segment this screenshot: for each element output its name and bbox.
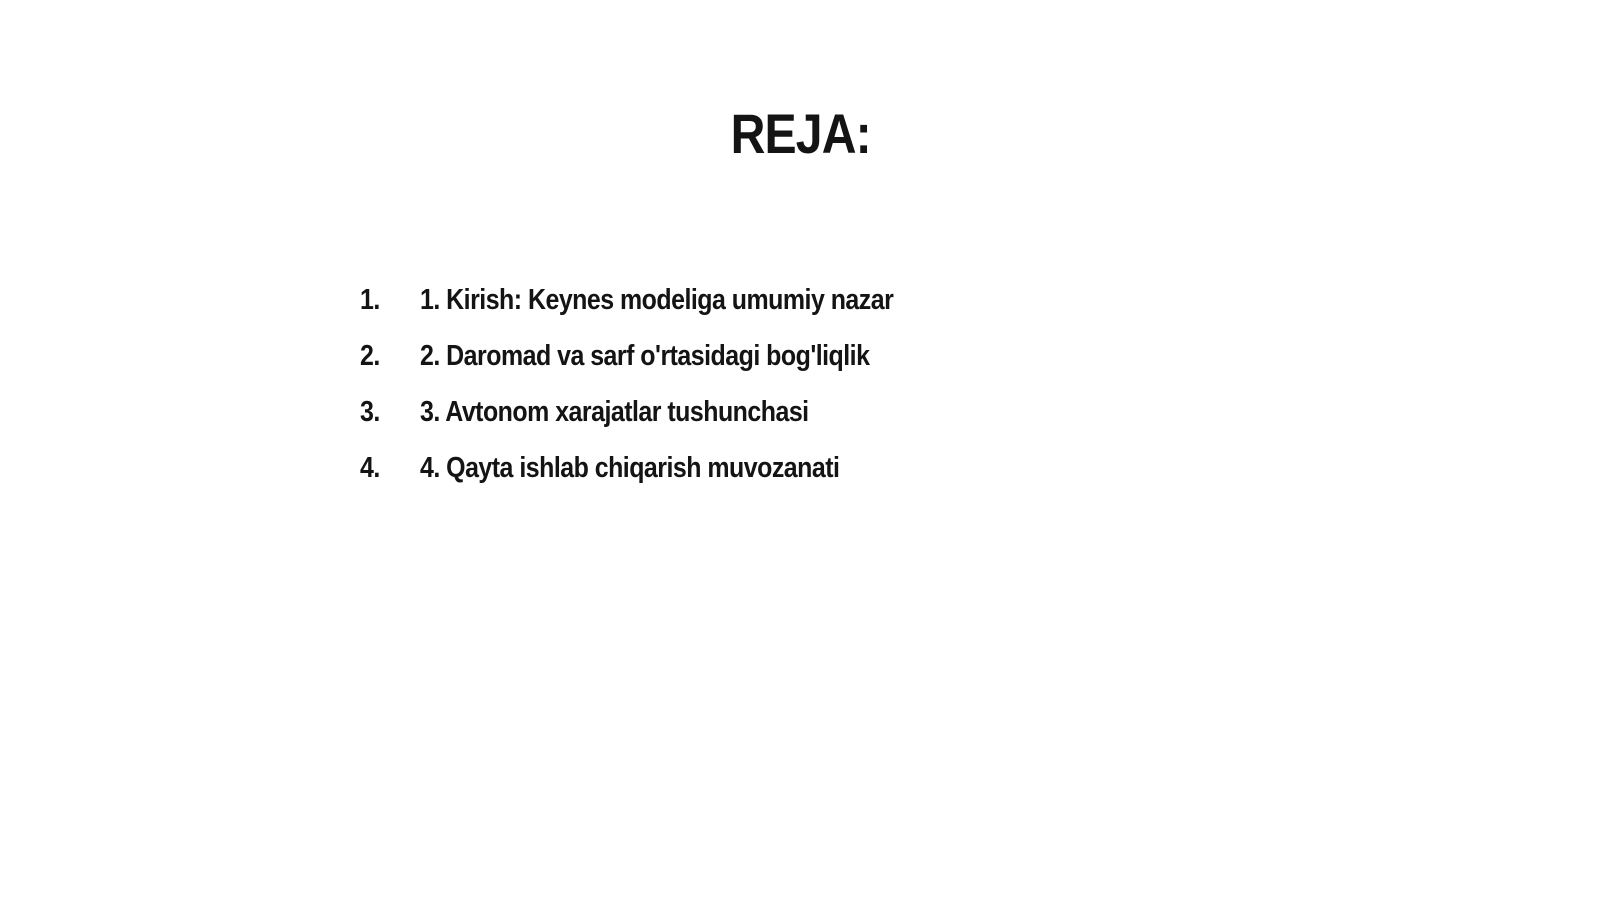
agenda-item-text: 2. Daromad va sarf o'rtasidagi bog'liqlik — [420, 340, 870, 372]
agenda-item-number: 1. — [360, 284, 380, 316]
agenda-item — [360, 284, 970, 340]
agenda-item-number: 2. — [360, 340, 380, 372]
agenda-item-number: 4. — [360, 452, 380, 484]
agenda-item-text: 1. Kirish: Keynes modeliga umumiy nazar — [420, 284, 894, 316]
agenda-item — [360, 452, 970, 508]
agenda-item-text: 4. Qayta ishlab chiqarish muvozanati — [420, 452, 840, 484]
agenda-list — [360, 284, 970, 508]
agenda-item — [360, 396, 970, 452]
agenda-item — [360, 340, 970, 396]
slide-title: REJA: — [730, 102, 871, 165]
agenda-item-number: 3. — [360, 396, 380, 428]
agenda-item-text: 3. Avtonom xarajatlar tushunchasi — [420, 396, 809, 428]
